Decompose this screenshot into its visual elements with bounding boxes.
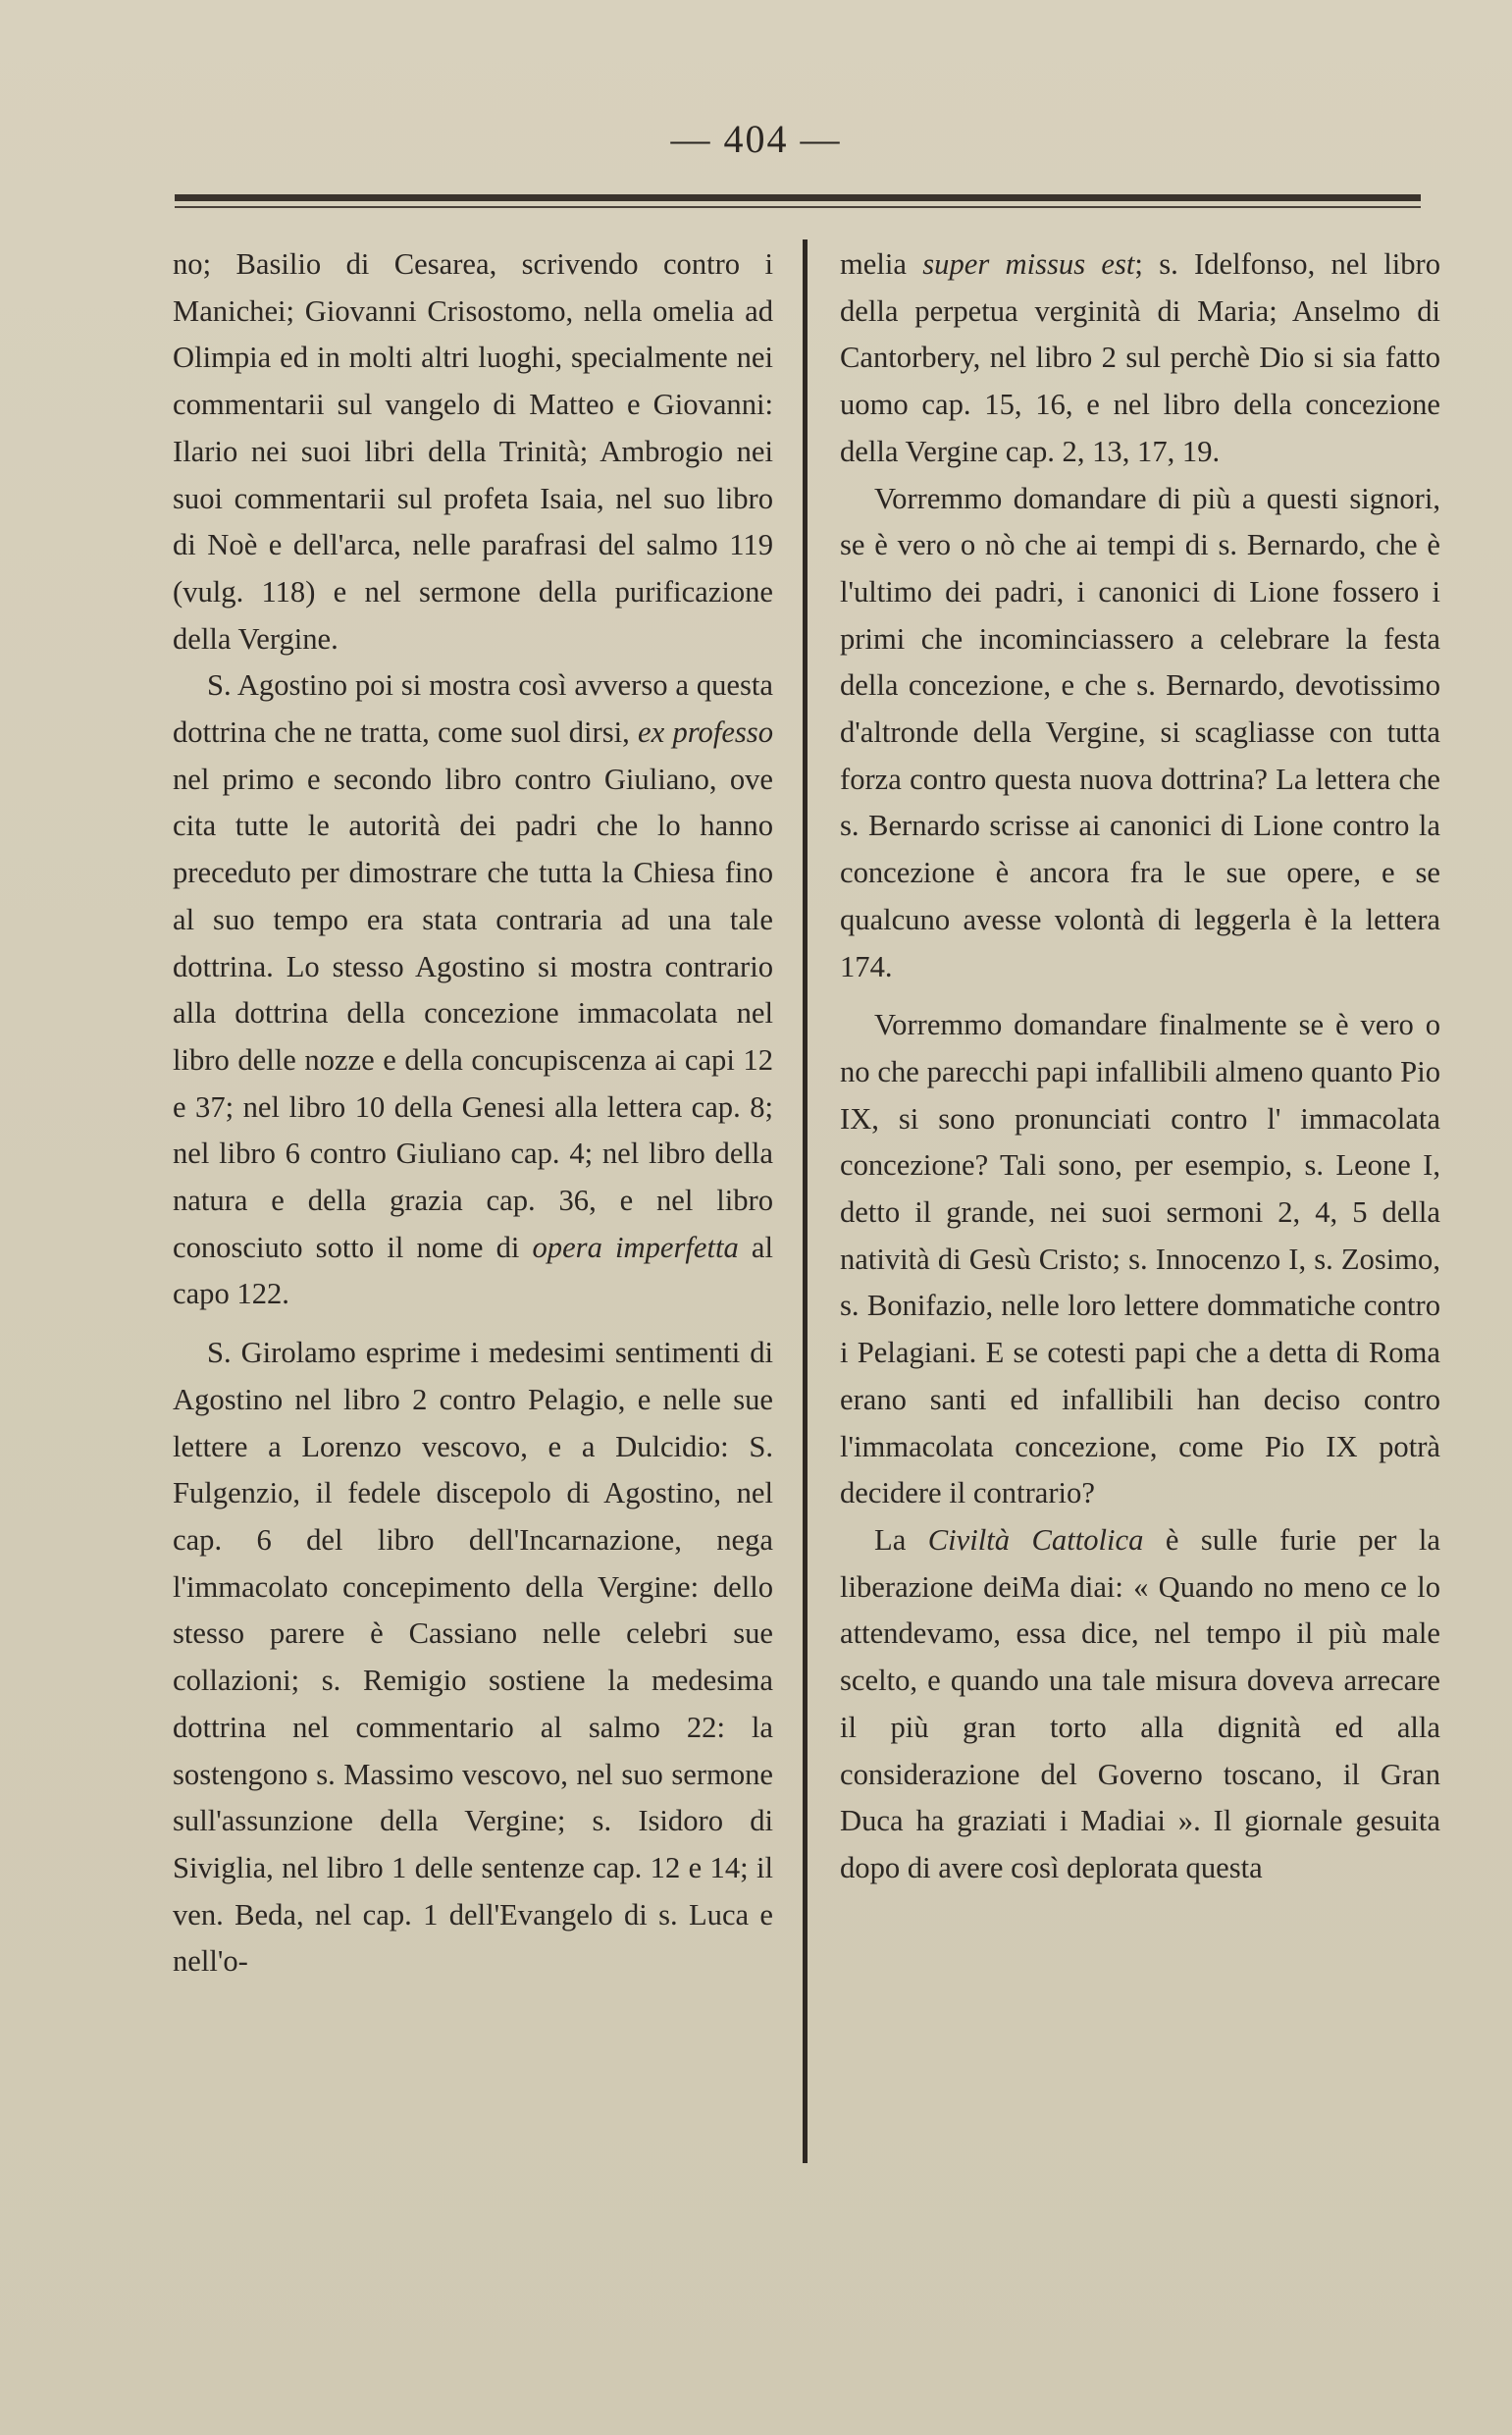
left-p2-italic-opera-imperfetta: opera imperfetta: [532, 1230, 739, 1264]
right-p1-text-b: ; s. Idelfonso, nel libro della perpetua verginità di Maria; Anselmo di Cantorbery, nel libro 2 sul perchè Dio si sia fatto uomo cap. 15, 16, e nel libro della concezione della Vergine cap. 2, 13, 17, 19.: [840, 247, 1440, 468]
left-paragraph-3: S. Girolamo esprime i medesimi sentimenti di Agostino nel libro 2 contro Pelagio, e nelle sue lettere a Lorenzo vescovo, e a Dulcidio: S. Fulgenzio, il fedele discepolo di Agostino, nel cap. 6 del libro dell'Incarnazione, nega l'immacolato concepimento della Vergine: dello stesso parere è Cassiano nelle celebri sue collazioni; s. Remigio sostiene la medesima dottrina nel commentario al salmo 22: la sostengono s. Massimo vescovo, nel suo sermone sull'assunzione della Vergine; s. Isidoro di Siviglia, nel libro 1 delle sentenze cap. 12 e 14; il ven. Beda, nel cap. 1 dell'Evangelo di s. Luca e nell'o-: [173, 1336, 773, 1979]
right-p4-text-b: è sulle furie per la liberazione deiMa diai: « Quando no meno ce lo attendevamo, essa dice, nel tempo il più male scelto, e quando una tale misura doveva arrecare il più gran torto alla dignità ed alla considerazione del Governo toscano, il Gran Duca ha graziati i Madiai ». Il giornale gesuita dopo di avere così deplorata questa: [840, 1522, 1441, 1884]
left-paragraph-2: [173, 662, 773, 1318]
column-divider: [803, 239, 808, 2163]
right-paragraph-1: [840, 241, 1440, 476]
right-paragraph-3: Vorremmo domandare finalmente se è vero o no che parecchi papi infallibili almeno quanto Pio IX, si sono pronunciati contro l' immacolata concezione? Tali sono, per esempio, s. Leone I, detto il grande, nei suoi sermoni 2, 4, 5 della natività di Gesù Cristo; s. Innocenzo I, s. Zosimo, s. Bonifazio, nelle loro lettere dommatiche contro i Pelagiani. E se cotesti papi che a detta di Roma erano santi ed infallibili han deciso contro l'immacolata concezione, come Pio IX potrà decidere il contrario?: [840, 1008, 1440, 1510]
header-rule-thick: [175, 194, 1421, 201]
page-number: — 404 —: [670, 117, 842, 161]
left-p2-text-b: nel primo e secondo libro contro Giuliano, ove cita tutte le autorità dei padri che lo hanno preceduto per dimostrare che tutta la Chiesa fino al suo tempo era stata contraria ad una tale dottrina. Lo stesso Agostino si mostra contrario alla dottrina della concezione immacolata nel libro delle nozze e della concupiscenza ai capi 12 e 37; nel libro 10 della Genesi alla lettera cap. 8; nel libro 6 contro Giuliano cap. 4; nel libro della natura e della grazia cap. 36, e nel libro conosciuto sotto il nome di: [173, 762, 773, 1264]
right-paragraph-4: [840, 1517, 1440, 1892]
left-column: [173, 241, 773, 1985]
right-p1-text-a: melia: [840, 247, 923, 281]
left-paragraph-1: no; Basilio di Cesarea, scrivendo contro i Manichei; Giovanni Crisostomo, nella omelia ad Olimpia ed in molti altri luoghi, specialmente nei commentarii sul vangelo di Matteo e Giovanni: Ilario nei suoi libri della Trinità; Ambrogio nei suoi commentarii sul profeta Isaia, nel suo libro di Noè e dell'arca, nelle parafrasi del salmo 119 (vulg. 118) e nel sermone della purificazione della Vergine.: [173, 247, 773, 656]
header-rule-thin: [175, 206, 1421, 208]
right-column: [840, 241, 1440, 1892]
left-p2-italic-ex-professo: ex professo: [638, 715, 774, 750]
right-paragraph-2: Vorremmo domandare di più a questi signori, se è vero o nò che ai tempi di s. Bernardo, che è l'ultimo dei padri, i canonici di Lione fossero i primi che incominciassero a celebrare la festa della concezione, e che s. Bernardo, devotissimo d'altronde della Vergine, si scagliasse con tutta forza contro questa nuova dottrina? La lettera che s. Bernardo scrisse ai canonici di Lione contro la concezione è ancora fra le sue opere, e se qualcuno avesse volontà di leggerla è la lettera 174.: [840, 481, 1440, 983]
right-p4-italic-civilta-cattolica: Civiltà Cattolica: [927, 1522, 1144, 1557]
right-p1-italic-super-missus-est: super missus est: [922, 247, 1135, 281]
left-p2-text-c: al capo 122.: [173, 1230, 773, 1311]
right-p4-text-a: La: [874, 1522, 928, 1557]
left-p2-text-a: S. Agostino poi si mostra così avverso a questa dottrina che ne tratta, come suol dirsi,: [173, 668, 773, 750]
